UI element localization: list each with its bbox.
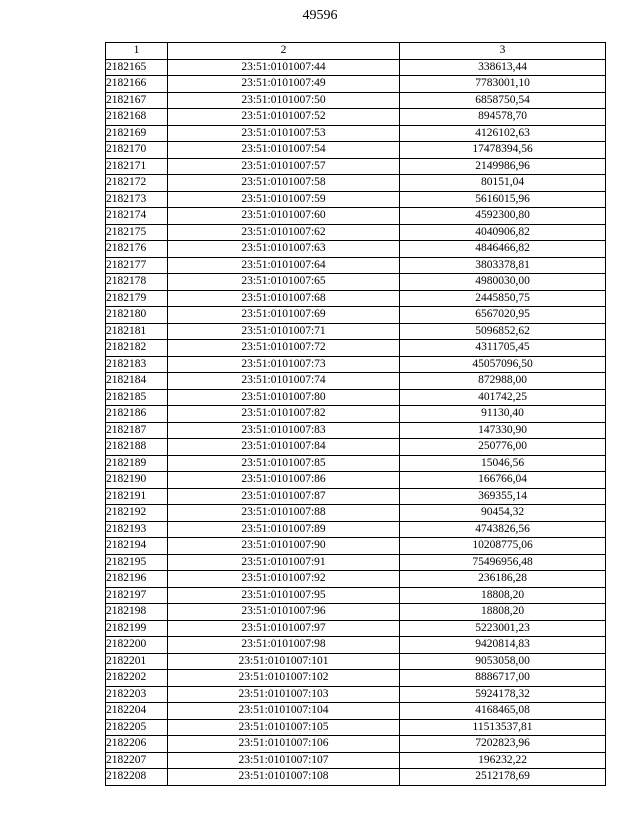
row-number-cell: 2182197 — [106, 587, 168, 604]
cadastral-number-cell: 23:51:0101007:103 — [168, 686, 400, 703]
row-number-cell: 2182194 — [106, 538, 168, 555]
table-row — [106, 505, 606, 522]
cadastral-value-cell: 894578,70 — [400, 109, 606, 126]
cadastral-number-cell: 23:51:0101007:54 — [168, 142, 400, 159]
table-row — [106, 488, 606, 505]
table-row — [106, 208, 606, 225]
cadastral-number-cell: 23:51:0101007:64 — [168, 257, 400, 274]
table-row — [106, 736, 606, 753]
cadastral-number-cell: 23:51:0101007:52 — [168, 109, 400, 126]
table-row — [106, 125, 606, 142]
cadastral-value-cell: 4126102,63 — [400, 125, 606, 142]
row-number-cell: 2182166 — [106, 76, 168, 93]
row-number-cell: 2182200 — [106, 637, 168, 654]
cadastral-value-cell: 4592300,80 — [400, 208, 606, 225]
row-number-cell: 2182171 — [106, 158, 168, 175]
row-number-cell: 2182191 — [106, 488, 168, 505]
row-number-cell: 2182193 — [106, 521, 168, 538]
row-number-cell: 2182207 — [106, 752, 168, 769]
table-row — [106, 571, 606, 588]
row-number-cell: 2182172 — [106, 175, 168, 192]
cadastral-number-cell: 23:51:0101007:65 — [168, 274, 400, 291]
table-row — [106, 521, 606, 538]
cadastral-number-cell: 23:51:0101007:44 — [168, 59, 400, 76]
cadastral-number-cell: 23:51:0101007:58 — [168, 175, 400, 192]
cadastral-value-cell: 9420814,83 — [400, 637, 606, 654]
cadastral-number-cell: 23:51:0101007:86 — [168, 472, 400, 489]
cadastral-value-cell: 15046,56 — [400, 455, 606, 472]
row-number-cell: 2182201 — [106, 653, 168, 670]
cadastral-value-cell: 80151,04 — [400, 175, 606, 192]
table-row — [106, 439, 606, 456]
cadastral-number-cell: 23:51:0101007:106 — [168, 736, 400, 753]
cadastral-number-cell: 23:51:0101007:59 — [168, 191, 400, 208]
table-row — [106, 224, 606, 241]
row-number-cell: 2182205 — [106, 719, 168, 736]
row-number-cell: 2182182 — [106, 340, 168, 357]
row-number-cell: 2182195 — [106, 554, 168, 571]
cadastral-value-cell: 2512178,69 — [400, 769, 606, 786]
row-number-cell: 2182173 — [106, 191, 168, 208]
cadastral-value-cell: 872988,00 — [400, 373, 606, 390]
cadastral-number-cell: 23:51:0101007:57 — [168, 158, 400, 175]
table-row — [106, 637, 606, 654]
cadastral-number-cell: 23:51:0101007:71 — [168, 323, 400, 340]
cadastral-number-cell: 23:51:0101007:50 — [168, 92, 400, 109]
table-row — [106, 257, 606, 274]
column-header-2: 2 — [168, 43, 400, 60]
cadastral-number-cell: 23:51:0101007:53 — [168, 125, 400, 142]
cadastral-value-cell: 18808,20 — [400, 587, 606, 604]
cadastral-number-cell: 23:51:0101007:69 — [168, 307, 400, 324]
cadastral-number-cell: 23:51:0101007:83 — [168, 422, 400, 439]
table-row — [106, 554, 606, 571]
cadastral-number-cell: 23:51:0101007:80 — [168, 389, 400, 406]
cadastral-number-cell: 23:51:0101007:60 — [168, 208, 400, 225]
cadastral-value-cell: 6858750,54 — [400, 92, 606, 109]
cadastral-value-cell: 3803378,81 — [400, 257, 606, 274]
cadastral-value-cell: 4040906,82 — [400, 224, 606, 241]
cadastral-value-cell: 166766,04 — [400, 472, 606, 489]
row-number-cell: 2182208 — [106, 769, 168, 786]
table-row — [106, 538, 606, 555]
row-number-cell: 2182192 — [106, 505, 168, 522]
cadastral-value-cell: 75496956,48 — [400, 554, 606, 571]
cadastral-value-cell: 11513537,81 — [400, 719, 606, 736]
cadastral-number-cell: 23:51:0101007:101 — [168, 653, 400, 670]
row-number-cell: 2182169 — [106, 125, 168, 142]
cadastral-number-cell: 23:51:0101007:105 — [168, 719, 400, 736]
table-row — [106, 604, 606, 621]
table-row — [106, 76, 606, 93]
cadastral-number-cell: 23:51:0101007:87 — [168, 488, 400, 505]
cadastral-number-cell: 23:51:0101007:73 — [168, 356, 400, 373]
table-row — [106, 686, 606, 703]
table-row — [106, 422, 606, 439]
table-row — [106, 109, 606, 126]
row-number-cell: 2182190 — [106, 472, 168, 489]
cadastral-number-cell: 23:51:0101007:68 — [168, 290, 400, 307]
cadastral-value-cell: 17478394,56 — [400, 142, 606, 159]
row-number-cell: 2182176 — [106, 241, 168, 258]
row-number-cell: 2182204 — [106, 703, 168, 720]
cadastral-value-cell: 338613,44 — [400, 59, 606, 76]
table-row — [106, 373, 606, 390]
cadastral-value-cell: 6567020,95 — [400, 307, 606, 324]
cadastral-number-cell: 23:51:0101007:82 — [168, 406, 400, 423]
cadastral-number-cell: 23:51:0101007:92 — [168, 571, 400, 588]
row-number-cell: 2182181 — [106, 323, 168, 340]
row-number-cell: 2182180 — [106, 307, 168, 324]
table-row — [106, 719, 606, 736]
cadastral-value-cell: 91130,40 — [400, 406, 606, 423]
cadastral-value-table — [105, 42, 606, 786]
cadastral-number-cell: 23:51:0101007:90 — [168, 538, 400, 555]
cadastral-value-cell: 18808,20 — [400, 604, 606, 621]
table-row — [106, 92, 606, 109]
cadastral-number-cell: 23:51:0101007:63 — [168, 241, 400, 258]
row-number-cell: 2182177 — [106, 257, 168, 274]
cadastral-value-cell: 4743826,56 — [400, 521, 606, 538]
cadastral-number-cell: 23:51:0101007:102 — [168, 670, 400, 687]
table-row — [106, 670, 606, 687]
cadastral-value-cell: 147330,90 — [400, 422, 606, 439]
row-number-cell: 2182203 — [106, 686, 168, 703]
table-row — [106, 158, 606, 175]
row-number-cell: 2182199 — [106, 620, 168, 637]
row-number-cell: 2182184 — [106, 373, 168, 390]
cadastral-value-cell: 10208775,06 — [400, 538, 606, 555]
column-header-1: 1 — [106, 43, 168, 60]
cadastral-value-cell: 90454,32 — [400, 505, 606, 522]
cadastral-number-cell: 23:51:0101007:107 — [168, 752, 400, 769]
cadastral-number-cell: 23:51:0101007:91 — [168, 554, 400, 571]
cadastral-number-cell: 23:51:0101007:74 — [168, 373, 400, 390]
table-row — [106, 59, 606, 76]
table-body — [106, 59, 606, 785]
row-number-cell: 2182174 — [106, 208, 168, 225]
row-number-cell: 2182198 — [106, 604, 168, 621]
column-header-3: 3 — [400, 43, 606, 60]
cadastral-number-cell: 23:51:0101007:95 — [168, 587, 400, 604]
table-header — [106, 43, 606, 60]
cadastral-number-cell: 23:51:0101007:96 — [168, 604, 400, 621]
cadastral-value-cell: 4846466,82 — [400, 241, 606, 258]
cadastral-value-cell: 5096852,62 — [400, 323, 606, 340]
table-row — [106, 323, 606, 340]
cadastral-value-cell: 2445850,75 — [400, 290, 606, 307]
cadastral-number-cell: 23:51:0101007:88 — [168, 505, 400, 522]
table-row — [106, 191, 606, 208]
cadastral-value-cell: 4311705,45 — [400, 340, 606, 357]
row-number-cell: 2182168 — [106, 109, 168, 126]
table-row — [106, 620, 606, 637]
cadastral-value-cell: 236186,28 — [400, 571, 606, 588]
cadastral-value-cell: 8886717,00 — [400, 670, 606, 687]
cadastral-value-cell: 7783001,10 — [400, 76, 606, 93]
row-number-cell: 2182175 — [106, 224, 168, 241]
table-row — [106, 472, 606, 489]
cadastral-value-cell: 369355,14 — [400, 488, 606, 505]
row-number-cell: 2182196 — [106, 571, 168, 588]
cadastral-value-cell: 45057096,50 — [400, 356, 606, 373]
table-row — [106, 769, 606, 786]
cadastral-number-cell: 23:51:0101007:98 — [168, 637, 400, 654]
cadastral-value-cell: 401742,25 — [400, 389, 606, 406]
row-number-cell: 2182178 — [106, 274, 168, 291]
cadastral-value-cell: 7202823,96 — [400, 736, 606, 753]
cadastral-number-cell: 23:51:0101007:84 — [168, 439, 400, 456]
table-row — [106, 356, 606, 373]
cadastral-value-cell: 4168465,08 — [400, 703, 606, 720]
header-row — [106, 43, 606, 60]
table-row — [106, 307, 606, 324]
cadastral-number-cell: 23:51:0101007:72 — [168, 340, 400, 357]
table-row — [106, 340, 606, 357]
cadastral-number-cell: 23:51:0101007:97 — [168, 620, 400, 637]
cadastral-number-cell: 23:51:0101007:104 — [168, 703, 400, 720]
cadastral-number-cell: 23:51:0101007:89 — [168, 521, 400, 538]
table-row — [106, 274, 606, 291]
cadastral-value-cell: 5223001,23 — [400, 620, 606, 637]
cadastral-value-cell: 2149986,96 — [400, 158, 606, 175]
table-row — [106, 175, 606, 192]
row-number-cell: 2182186 — [106, 406, 168, 423]
row-number-cell: 2182185 — [106, 389, 168, 406]
table-row — [106, 703, 606, 720]
cadastral-value-cell: 4980030,00 — [400, 274, 606, 291]
table-row — [106, 406, 606, 423]
cadastral-number-cell: 23:51:0101007:85 — [168, 455, 400, 472]
cadastral-value-cell: 196232,22 — [400, 752, 606, 769]
table-row — [106, 653, 606, 670]
page-number: 49596 — [302, 8, 338, 23]
cadastral-number-cell: 23:51:0101007:108 — [168, 769, 400, 786]
cadastral-value-cell: 5924178,32 — [400, 686, 606, 703]
row-number-cell: 2182179 — [106, 290, 168, 307]
table-row — [106, 290, 606, 307]
table-row — [106, 389, 606, 406]
row-number-cell: 2182189 — [106, 455, 168, 472]
table-row — [106, 142, 606, 159]
cadastral-number-cell: 23:51:0101007:62 — [168, 224, 400, 241]
table-row — [106, 241, 606, 258]
row-number-cell: 2182206 — [106, 736, 168, 753]
table-row — [106, 455, 606, 472]
row-number-cell: 2182165 — [106, 59, 168, 76]
table-row — [106, 752, 606, 769]
cadastral-value-cell: 9053058,00 — [400, 653, 606, 670]
row-number-cell: 2182167 — [106, 92, 168, 109]
cadastral-value-cell: 250776,00 — [400, 439, 606, 456]
row-number-cell: 2182183 — [106, 356, 168, 373]
row-number-cell: 2182187 — [106, 422, 168, 439]
row-number-cell: 2182202 — [106, 670, 168, 687]
row-number-cell: 2182170 — [106, 142, 168, 159]
table-row — [106, 587, 606, 604]
cadastral-number-cell: 23:51:0101007:49 — [168, 76, 400, 93]
cadastral-value-cell: 5616015,96 — [400, 191, 606, 208]
row-number-cell: 2182188 — [106, 439, 168, 456]
